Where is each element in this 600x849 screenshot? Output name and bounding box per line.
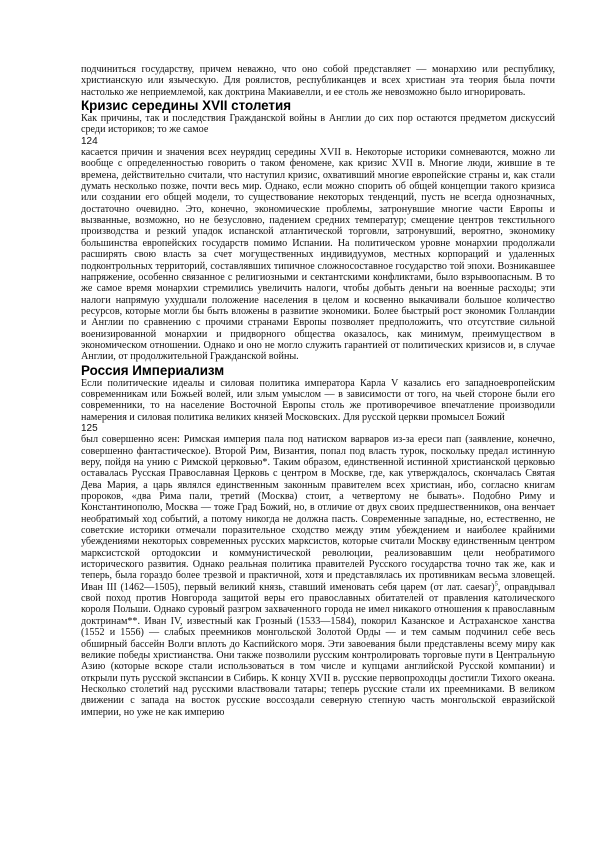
russia-intro-paragraph: Если политические идеалы и силовая политика императора Карла V казались его западноевропейским современникам или Божьей волей, или злым умыслом — в зависимости от того, на чьей стороне были его современники, то на население Восточной Европы столь же противоречивое впечатление производили намерения и силовая политика великих князей Московских. Для русской церкви промысел Божий	[81, 377, 555, 423]
section-heading-crisis: Кризис середины XVII столетия	[81, 98, 292, 114]
intro-paragraph: подчиниться государству, причем неважно, что оно собой представляет — монархию или республику, христианскую или языческую. Для роялистов, республиканцев и всех христиан эта теория была почти настолько же неприемлемой, как доктрина Макиавелли, и ее столь же невозможно было игнорировать.	[81, 64, 555, 98]
russia-body-part2: , оправдывал свой поход против Новгорода защитой веры его православных обитателей от правления католического короля Польши. Однако суровый разгром захваченного города не имел никакого отношения к православным доктринам**. Иван IV, известный как Грозный (1533—1584), покорил Казанское и Астраханское ханства (1552 и 1556) — слабых преемников монгольской Золотой Орды — и тем самым подчинил себе весь обширный бассейн Волги вплоть до Каспийского моря. Эти завоевания были представлены всему миру как великие победы христианства. Они также позволили русским контролировать торговые пути в Центральную Азию (которые вскоре стали использоваться в том числе и купцами английской Русской компании) и открыли путь русской экспансии в Сибирь. К концу XVII в. русские первопроходцы достигли Тихого океана. Несколько столетий над русскими властвовали татары; теперь русские стали их преемниками. В великом движении с запада на восток русские воссоздали северную степную часть монгольской евразийской империи, но уже не как империю	[81, 581, 555, 718]
section-heading-russia: Россия Империализм	[81, 362, 225, 378]
russia-body-part1: был совершенно ясен: Римская империя пала под натиском варваров из-за ереси пап (заявление, конечно, совершенно фантастическое). Второй Рим, Византия, попал под власть турок, поскольку предал истинную веру, пойдя на унию с Римской церковью*. Таким образом, единственной истинной христианской церковью оставалась Русская Православная Церковь с центром в Москве, где, как утверждалось, скончалась Святая Дева Мария, а царь являлся единственным законным правителем всех христиан, ибо, согласно книгам пророков, «два Рима пали, третий (Москва) стоит, а четвертому не бывать». Подобно Риму и Константинополю, Москва — тоже Град Божий, но, в отличие от двух своих предшественников, она венчает необратимый ход событий, а потому никогда не должна пасть. Современные западные, но, естественно, не советские историки отмечали поразительное сходство между этим убеждением и наиболее крайними убеждениями некоторых современных русских марксистов, которые считали Москву единственным центром марксистской ортодоксии и коммунистической революции, реализовавшим цели необратимого исторического развития. Однако реальная политика правителей Русского государства точно так же, как и теперь, была гораздо более трезвой и практичной, хотя и представлялась их противникам весьма зловещей. Иван III (1462—1505), первый великий князь, ставший именовать себя царем (от лат. caesar)	[81, 434, 555, 593]
crisis-body-paragraph: касается причин и значения всех неурядиц середины XVII в. Некоторые историки сомневаются, можно ли вообще с определенностью говорить о таком феномене, как кризис XVII в. Многие люди, жившие в те времена, действительно считали, что наступил кризис, охвативший многие европейские страны и, как стали думать несколько позже, почти весь мир. Однако, если можно спорить об общей концепции такого кризиса или создании его общей модели, то существование некоторых тенденций, пусть не всегда однозначных, достаточно очевидно. Это, конечно, экономические проблемы, затронувшие многие части Европы и вызванные, возможно, но не безусловно, падением средних температур; смещение центров текстильного производства и резкий упадок испанской атлантической торговли, затронувший, вероятно, экономику большинства европейских государств помимо Испании. На политическом уровне монархии продолжали расширять свою власть за счет могущественных индивидуумов, местных корпораций и удаленных подконтрольных территорий, составлявших типичное сложносоставное государство той эпохи. Возникавшее напряжение, особенно связанное с религиозными и сектантскими конфликтами, было взрывоопасным. В то же самое время монархии стремились увеличить налоги, чтобы добыть деньги на военные расходы; эти налоги напрямую ухудшали положение населения в целом и косвенно выкачивали большое количество ресурсов, которые могли бы быть вложены в развитие экономики. Более быстрый рост экономик Голландии и Англии по сравнению с прочими странами Европы позволяет предположить, что отсутствие сильной военизированной монархии и придворного общества оказалось, как минимум, преимуществом в экономическом отношении. Однако и оно не могло служить гарантией от политических кризисов и, в случае Англии, от продолжительной Гражданской войны.	[81, 147, 555, 363]
page-number-125: 125	[81, 422, 98, 434]
russia-body-paragraph	[81, 434, 555, 718]
document-page	[81, 64, 555, 718]
page-number-124: 124	[81, 135, 98, 147]
crisis-intro-paragraph: Как причины, так и последствия Гражданской войны в Англии до сих пор остаются предметом дискуссий среди историков; то же самое	[81, 113, 555, 136]
footnote-mark[interactable]: 5	[494, 580, 498, 588]
